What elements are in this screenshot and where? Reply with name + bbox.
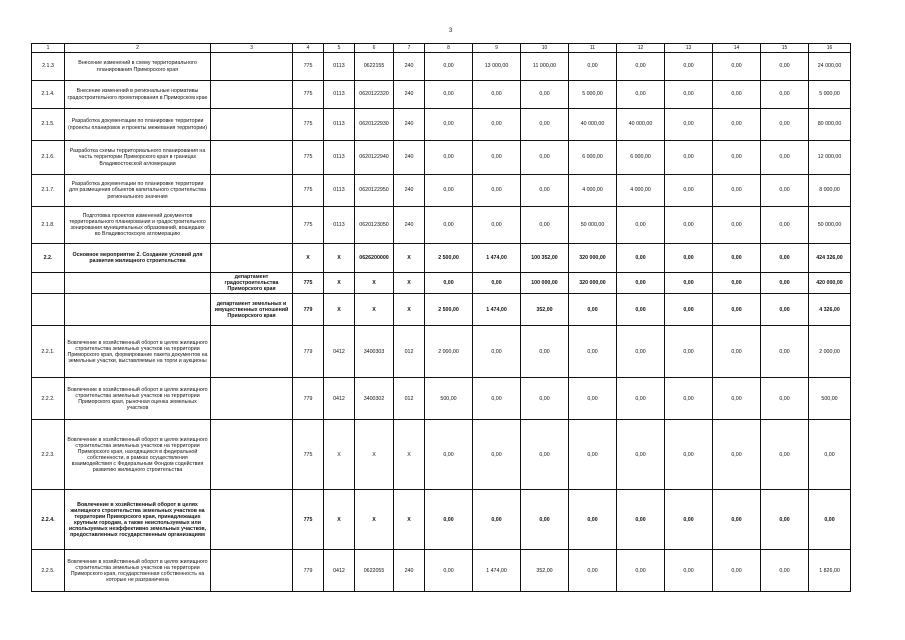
cell-expense-type: 240 [394,109,425,141]
cell-expense-type: X [394,273,425,294]
cell-code: 2.2.4. [32,490,65,550]
cell-total: 0,00 [809,490,851,550]
cell-y2014: 1 474,00 [473,550,521,592]
cell-y2013: 2 500,00 [425,294,473,326]
cell-y2016: 0,00 [569,294,617,326]
cell-y2016: 40 000,00 [569,109,617,141]
cell-y2017: 6 000,00 [617,141,665,175]
cell-total: 24 000,00 [809,53,851,81]
cell-description: Разработка схемы территориального планирования на часть территории Приморского края в границах Владивостокской агломерации [65,141,211,175]
cell-y2017: 0,00 [617,420,665,490]
cell-y2020: 0,00 [761,294,809,326]
cell-y2013: 2 000,00 [425,326,473,378]
cell-code: 2.1.6. [32,141,65,175]
cell-y2013: 0,00 [425,81,473,109]
cell-gr-code: 775 [293,207,324,244]
cell-y2017: 40 000,00 [617,109,665,141]
table-row [32,109,851,141]
cell-y2018: 0,00 [665,550,713,592]
page-number: 3 [449,28,453,34]
cell-total: 5 000,00 [809,81,851,109]
cell-y2013: 0,00 [425,420,473,490]
cell-y2017: 0,00 [617,244,665,273]
cell-gr-code: 775 [293,420,324,490]
cell-y2015: 0,00 [521,81,569,109]
cell-code [32,273,65,294]
cell-y2014: 0,00 [473,326,521,378]
cell-y2017: 4 000,00 [617,175,665,207]
cell-gr-code: 775 [293,175,324,207]
cell-y2016: 0,00 [569,53,617,81]
table-row [32,53,851,81]
cell-gr-code: 775 [293,490,324,550]
cell-target-code: 3400303 [355,326,394,378]
cell-y2020: 0,00 [761,490,809,550]
cell-y2018: 0,00 [665,294,713,326]
table-row [32,490,851,550]
cell-total: 1 826,00 [809,550,851,592]
header-row [32,44,851,53]
cell-description: Разработка документации по планировке территории (проекты планировок и проекты межевания территории) [65,109,211,141]
cell-y2016: 0,00 [569,490,617,550]
column-header-8: 8 [425,44,473,53]
cell-y2020: 0,00 [761,53,809,81]
cell-responsible [211,378,293,420]
cell-total: 8 000,00 [809,175,851,207]
table-row [32,420,851,490]
cell-target-code: 3400302 [355,378,394,420]
cell-y2019: 0,00 [713,81,761,109]
cell-y2015: 352,00 [521,550,569,592]
cell-gr-code: 779 [293,378,324,420]
cell-y2015: 0,00 [521,326,569,378]
cell-code: 2.1.4. [32,81,65,109]
cell-y2018: 0,00 [665,141,713,175]
cell-target-code: 0626200000 [355,244,394,273]
cell-gr-code: X [293,244,324,273]
cell-description: Подготовка проектов изменений документов территориального планирования и градостроительного зонирования муниципальных образований, вошедших во Владивостокскую агломерацию [65,207,211,244]
table-row [32,294,851,326]
cell-code: 2.2. [32,244,65,273]
cell-y2016: 320 000,00 [569,244,617,273]
cell-section-code: X [324,420,355,490]
table-row [32,378,851,420]
cell-y2018: 0,00 [665,378,713,420]
cell-description: Основное мероприятие 2. Создание условий для развития жилищного строительства [65,244,211,273]
cell-code: 2.2.1. [32,326,65,378]
cell-section-code: 0412 [324,378,355,420]
cell-expense-type: 012 [394,378,425,420]
cell-y2020: 0,00 [761,244,809,273]
cell-y2015: 0,00 [521,378,569,420]
column-header-2: 2 [65,44,211,53]
cell-y2018: 0,00 [665,207,713,244]
cell-y2013: 0,00 [425,53,473,81]
cell-target-code: 0620122320 [355,81,394,109]
cell-y2013: 0,00 [425,207,473,244]
cell-y2018: 0,00 [665,420,713,490]
cell-y2019: 0,00 [713,378,761,420]
cell-expense-type: X [394,294,425,326]
cell-target-code: 0620122940 [355,141,394,175]
cell-y2013: 0,00 [425,175,473,207]
cell-section-code: 0113 [324,109,355,141]
cell-y2015: 0,00 [521,141,569,175]
cell-target-code: 0622155 [355,53,394,81]
column-header-1: 1 [32,44,65,53]
column-header-12: 12 [617,44,665,53]
cell-y2013: 0,00 [425,273,473,294]
cell-expense-type: 240 [394,141,425,175]
cell-description [65,273,211,294]
cell-y2015: 352,00 [521,294,569,326]
cell-section-code: X [324,294,355,326]
cell-section-code: 0412 [324,326,355,378]
cell-expense-type: X [394,244,425,273]
column-header-11: 11 [569,44,617,53]
cell-y2016: 5 000,00 [569,81,617,109]
cell-y2013: 0,00 [425,490,473,550]
table-row [32,175,851,207]
cell-y2020: 0,00 [761,273,809,294]
cell-expense-type: 240 [394,207,425,244]
column-header-14: 14 [713,44,761,53]
cell-responsible [211,109,293,141]
cell-y2014: 0,00 [473,490,521,550]
cell-y2014: 13 000,00 [473,53,521,81]
cell-target-code: X [355,273,394,294]
cell-section-code: 0113 [324,81,355,109]
cell-y2019: 0,00 [713,109,761,141]
budget-table [31,43,851,592]
cell-y2019: 0,00 [713,326,761,378]
column-header-15: 15 [761,44,809,53]
cell-responsible [211,420,293,490]
cell-y2016: 320 000,00 [569,273,617,294]
cell-description: Вовлечение в хозяйственный оборот в целях жилищного строительства земельных участков на территории Приморского края, находящихся в федеральной собственности, в рамках осуществления взаимодействия с Федеральным Фондом содействия развитию жилищного строительства [65,420,211,490]
cell-y2019: 0,00 [713,175,761,207]
cell-y2014: 0,00 [473,175,521,207]
cell-y2016: 6 000,00 [569,141,617,175]
table-row [32,244,851,273]
cell-y2015: 11 000,00 [521,53,569,81]
cell-y2017: 0,00 [617,326,665,378]
cell-total: 12 000,00 [809,141,851,175]
cell-y2015: 0,00 [521,420,569,490]
column-header-9: 9 [473,44,521,53]
cell-y2014: 0,00 [473,378,521,420]
cell-y2016: 4 000,00 [569,175,617,207]
table-row [32,207,851,244]
cell-gr-code: 779 [293,550,324,592]
column-header-10: 10 [521,44,569,53]
cell-y2019: 0,00 [713,141,761,175]
cell-y2016: 0,00 [569,420,617,490]
cell-y2014: 0,00 [473,109,521,141]
cell-responsible [211,550,293,592]
cell-total: 420 000,00 [809,273,851,294]
cell-responsible: департамент градостроительства Приморского края [211,273,293,294]
cell-total: 80 000,00 [809,109,851,141]
column-header-13: 13 [665,44,713,53]
cell-description: Вовлечение в хозяйственный оборот в целях жилищного строительства земельных участков на территории Приморского края, рыночная оценка земельных участков [65,378,211,420]
cell-y2019: 0,00 [713,420,761,490]
cell-y2015: 100 000,00 [521,273,569,294]
cell-code: 2.2.2. [32,378,65,420]
cell-y2020: 0,00 [761,550,809,592]
cell-description: Вовлечение в хозяйственный оборот в целях жилищного строительства земельных участков на территории Приморского края, формирование пакета документов на земельные участки, выставляемые на торги и аукционы [65,326,211,378]
cell-y2020: 0,00 [761,81,809,109]
cell-code: 2.1.7. [32,175,65,207]
cell-responsible [211,81,293,109]
cell-target-code: 0620123050 [355,207,394,244]
cell-y2020: 0,00 [761,109,809,141]
cell-y2018: 0,00 [665,109,713,141]
cell-target-code: X [355,420,394,490]
cell-code: 2.1.8. [32,207,65,244]
cell-description: Разработка документации по планировке территории для размещения объектов капитального строительства регионального значения [65,175,211,207]
cell-y2020: 0,00 [761,326,809,378]
cell-gr-code: 779 [293,294,324,326]
cell-y2020: 0,00 [761,378,809,420]
cell-code [32,294,65,326]
cell-expense-type: 240 [394,53,425,81]
cell-y2014: 0,00 [473,141,521,175]
cell-y2019: 0,00 [713,207,761,244]
cell-y2015: 0,00 [521,175,569,207]
table-row [32,81,851,109]
cell-total: 4 326,00 [809,294,851,326]
cell-gr-code: 775 [293,141,324,175]
table-row [32,326,851,378]
cell-total: 2 000,00 [809,326,851,378]
cell-y2017: 0,00 [617,490,665,550]
cell-expense-type: 240 [394,175,425,207]
cell-gr-code: 775 [293,109,324,141]
cell-total: 500,00 [809,378,851,420]
cell-responsible [211,141,293,175]
cell-target-code: 0620122930 [355,109,394,141]
cell-expense-type: X [394,420,425,490]
cell-y2013: 2 500,00 [425,244,473,273]
cell-code: 2.2.3. [32,420,65,490]
cell-y2018: 0,00 [665,273,713,294]
cell-responsible [211,326,293,378]
column-header-3: 3 [211,44,293,53]
cell-responsible [211,244,293,273]
cell-total: 50 000,00 [809,207,851,244]
cell-y2019: 0,00 [713,273,761,294]
cell-y2020: 0,00 [761,141,809,175]
cell-y2018: 0,00 [665,81,713,109]
cell-responsible [211,490,293,550]
column-header-4: 4 [293,44,324,53]
cell-y2014: 1 474,00 [473,294,521,326]
cell-responsible [211,207,293,244]
cell-y2019: 0,00 [713,550,761,592]
cell-gr-code: 779 [293,326,324,378]
cell-y2015: 100 352,00 [521,244,569,273]
cell-y2018: 0,00 [665,326,713,378]
cell-section-code: X [324,490,355,550]
cell-section-code: X [324,244,355,273]
cell-y2016: 0,00 [569,326,617,378]
cell-responsible [211,175,293,207]
cell-target-code: X [355,294,394,326]
cell-y2017: 0,00 [617,550,665,592]
cell-y2013: 0,00 [425,141,473,175]
cell-target-code: 0620122950 [355,175,394,207]
cell-code: 2.2.5. [32,550,65,592]
cell-expense-type: 012 [394,326,425,378]
cell-description: Вовлечение в хозяйственный оборот в целях жилищного строительства земельных участков на территории Приморского края, государственная собственность на которые не разграничена [65,550,211,592]
cell-y2017: 0,00 [617,81,665,109]
cell-y2018: 0,00 [665,175,713,207]
cell-y2020: 0,00 [761,207,809,244]
cell-y2018: 0,00 [665,53,713,81]
cell-y2014: 0,00 [473,81,521,109]
cell-y2016: 0,00 [569,550,617,592]
cell-y2014: 0,00 [473,420,521,490]
cell-y2017: 0,00 [617,207,665,244]
cell-y2020: 0,00 [761,175,809,207]
column-header-6: 6 [355,44,394,53]
cell-y2015: 0,00 [521,490,569,550]
cell-description [65,294,211,326]
cell-section-code: 0113 [324,53,355,81]
cell-description: Внесение изменений в схему территориального планирования Приморского края [65,53,211,81]
cell-y2014: 1 474,00 [473,244,521,273]
cell-total: 424 326,00 [809,244,851,273]
cell-y2017: 0,00 [617,273,665,294]
cell-y2018: 0,00 [665,490,713,550]
cell-section-code: 0113 [324,207,355,244]
cell-y2019: 0,00 [713,294,761,326]
cell-y2017: 0,00 [617,378,665,420]
cell-responsible: департамент земельных и имущественных отношений Приморского края [211,294,293,326]
cell-y2013: 0,00 [425,109,473,141]
cell-gr-code: 775 [293,53,324,81]
cell-y2013: 500,00 [425,378,473,420]
cell-y2018: 0,00 [665,244,713,273]
cell-y2014: 0,00 [473,207,521,244]
cell-code: 2.1.3 [32,53,65,81]
cell-y2019: 0,00 [713,53,761,81]
cell-y2017: 0,00 [617,53,665,81]
cell-section-code: 0113 [324,175,355,207]
cell-total: 0,00 [809,420,851,490]
column-header-7: 7 [394,44,425,53]
column-header-5: 5 [324,44,355,53]
cell-y2016: 0,00 [569,378,617,420]
cell-y2015: 0,00 [521,109,569,141]
cell-y2017: 0,00 [617,294,665,326]
cell-expense-type: X [394,490,425,550]
table-row [32,273,851,294]
cell-y2019: 0,00 [713,244,761,273]
cell-y2016: 50 000,00 [569,207,617,244]
cell-y2015: 0,00 [521,207,569,244]
cell-gr-code: 775 [293,273,324,294]
cell-section-code: X [324,273,355,294]
cell-target-code: X [355,490,394,550]
cell-y2013: 0,00 [425,550,473,592]
table-row [32,550,851,592]
cell-gr-code: 775 [293,81,324,109]
cell-description: Вовлечение в хозяйственный оборот в целях жилищного строительства земельных участков на территории Приморского края, принадлежащих крупным городам, а также неиспользуемых или используемых неэффективно земельных участков, предоставленных государственным организациям [65,490,211,550]
cell-expense-type: 240 [394,81,425,109]
cell-target-code: 0622055 [355,550,394,592]
cell-description: Внесение изменений в региональные нормативы градостроительного проектирования в Приморском крае [65,81,211,109]
cell-responsible [211,53,293,81]
cell-y2020: 0,00 [761,420,809,490]
cell-section-code: 0113 [324,141,355,175]
cell-code: 2.1.5. [32,109,65,141]
cell-expense-type: 240 [394,550,425,592]
column-header-16: 16 [809,44,851,53]
cell-section-code: 0412 [324,550,355,592]
cell-y2014: 0,00 [473,273,521,294]
table-row [32,141,851,175]
cell-y2019: 0,00 [713,490,761,550]
